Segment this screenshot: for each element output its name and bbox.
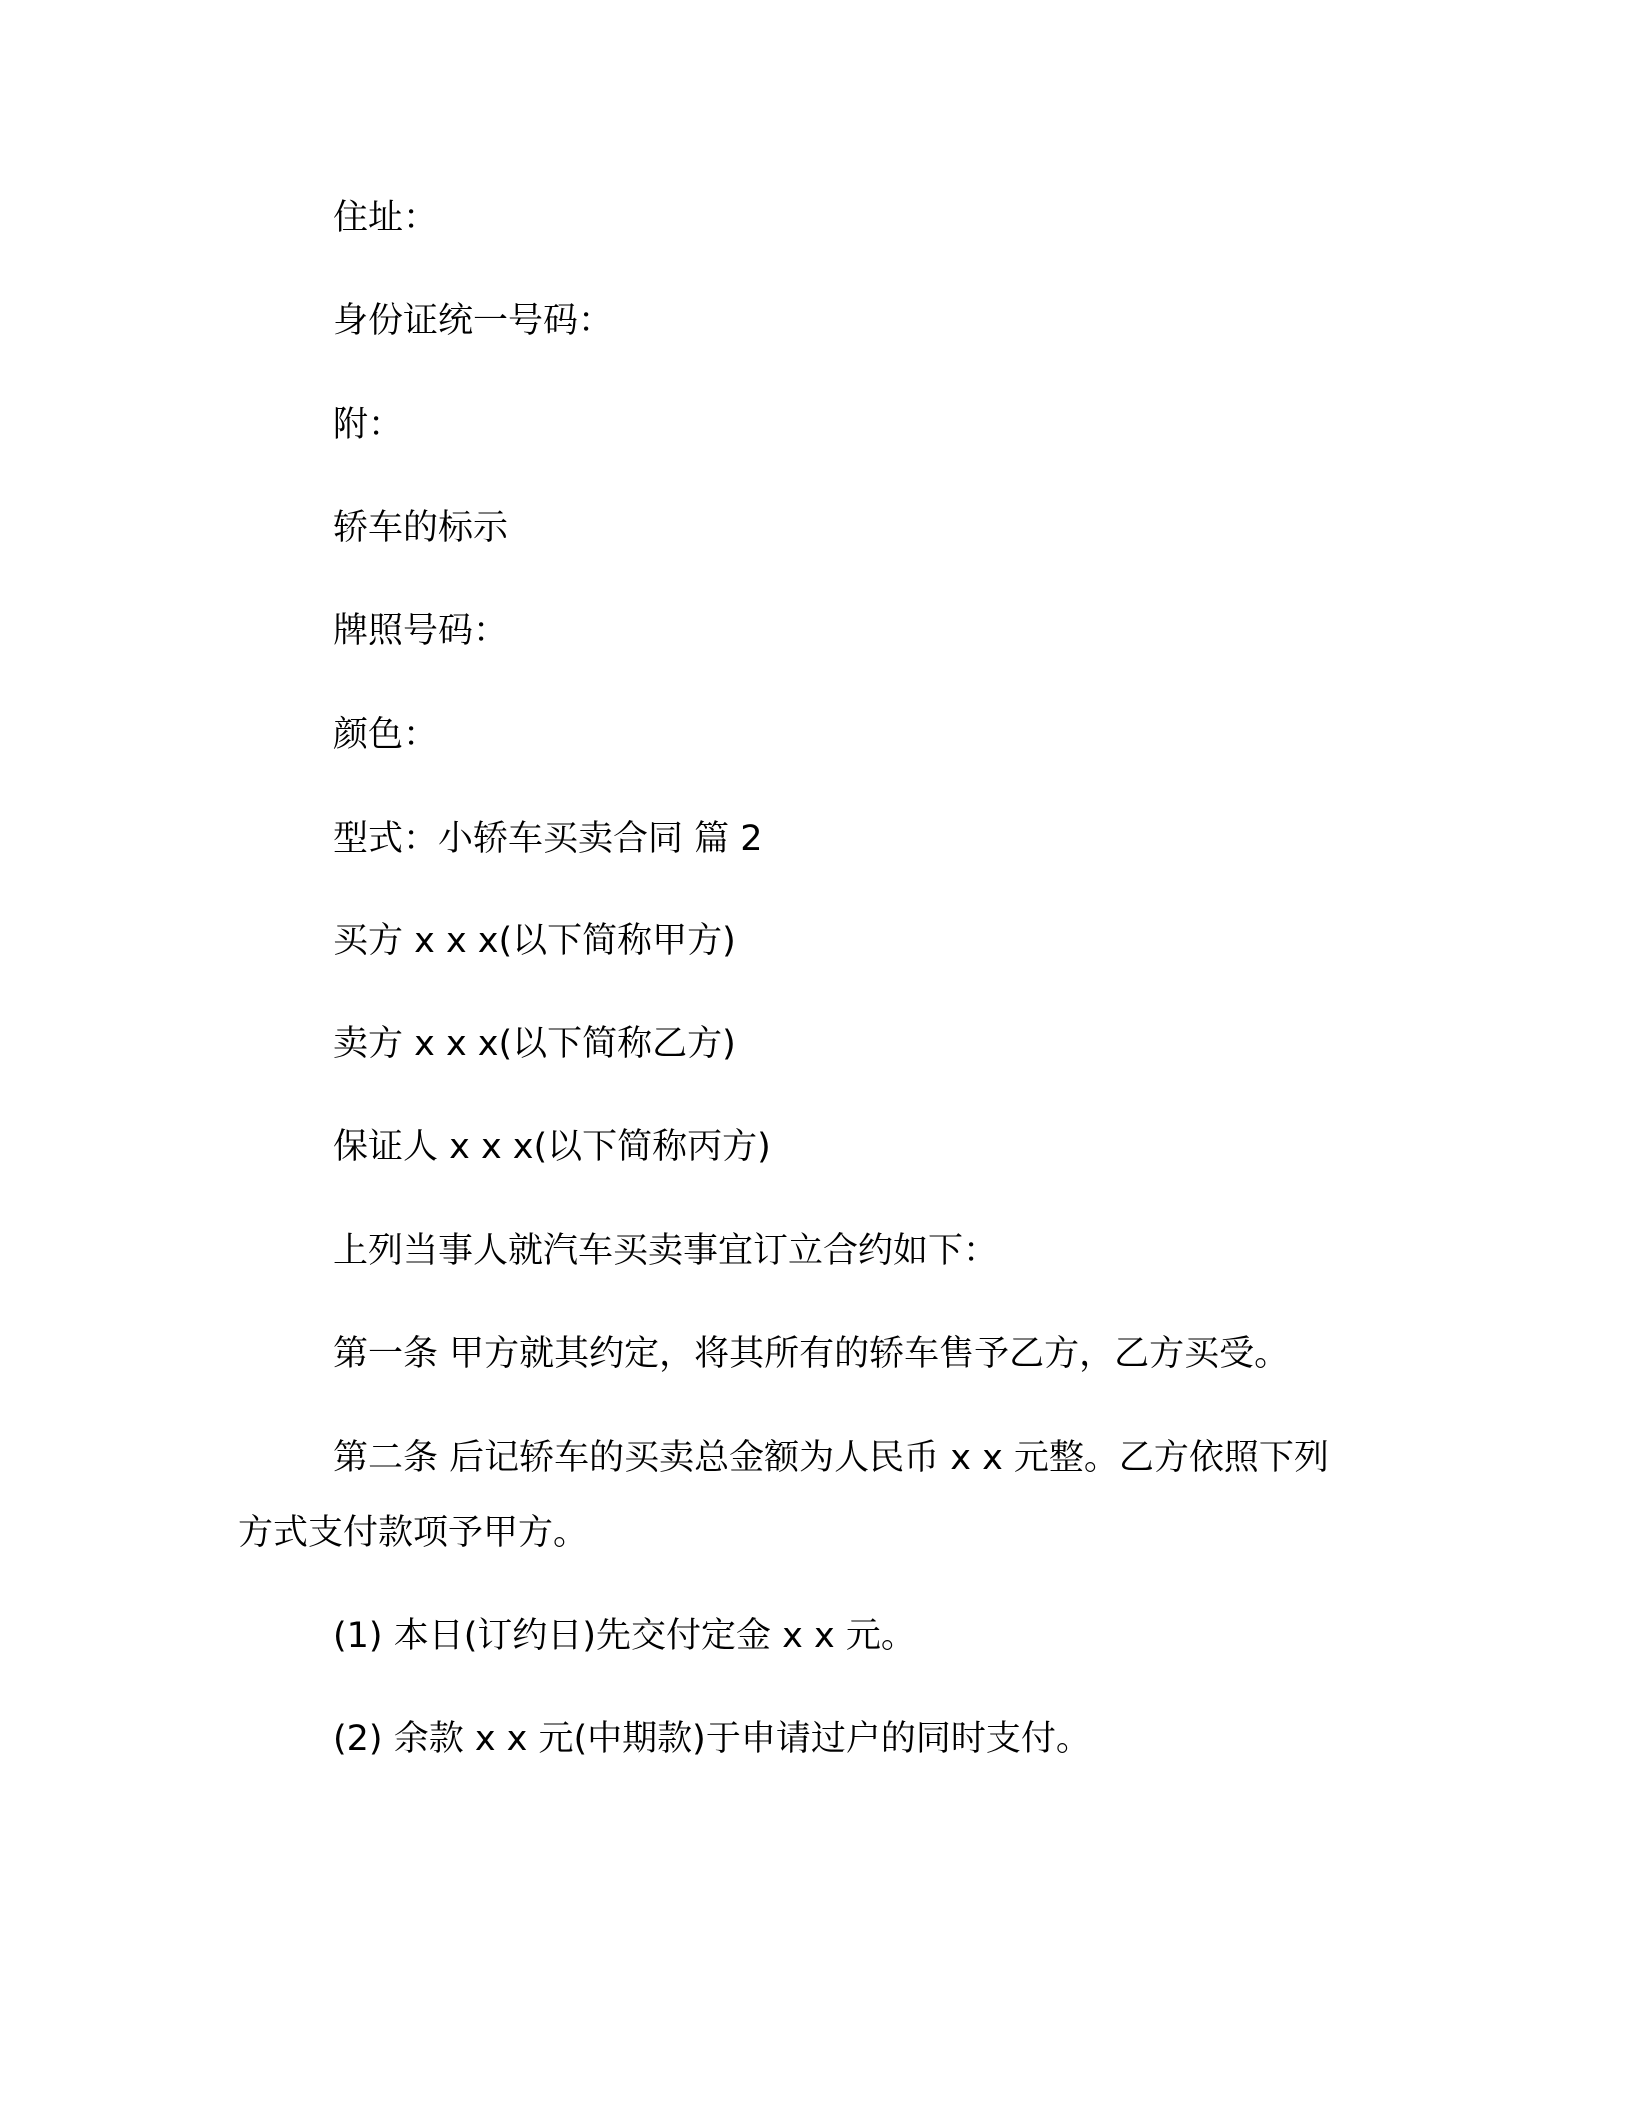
agreement-intro-line: 上列当事人就汽车买卖事宜订立合约如下： (333, 1231, 999, 1271)
attachment-line: 附： (333, 405, 404, 445)
article-two-line: 第二条 后记轿车的买卖总金额为人民币 x x 元整。乙方依照下列 (333, 1438, 1329, 1478)
seller-line: 卖方 x x x(以下简称乙方) (333, 1024, 736, 1064)
id-number-line: 身份证统一号码： (333, 301, 614, 341)
address-line: 住址： (333, 198, 439, 238)
model-line: 型式：小轿车买卖合同 篇 2 (333, 819, 763, 859)
license-plate-line: 牌照号码： (333, 611, 509, 651)
color-line: 颜色： (333, 715, 439, 755)
car-identification-line: 轿车的标示 (333, 508, 509, 548)
article-one-line: 第一条 甲方就其约定，将其所有的轿车售予乙方，乙方买受。 (333, 1334, 1290, 1374)
guarantor-line: 保证人 x x x(以下简称丙方) (333, 1127, 771, 1167)
article-two-continuation-line: 方式支付款项予甲方。 (238, 1513, 589, 1553)
buyer-line: 买方 x x x(以下简称甲方) (333, 921, 736, 961)
payment-item-2-line: (2) 余款 x x 元(中期款)于申请过户的同时支付。 (333, 1719, 1091, 1759)
payment-item-1-line: (1) 本日(订约日)先交付定金 x x 元。 (333, 1616, 916, 1656)
